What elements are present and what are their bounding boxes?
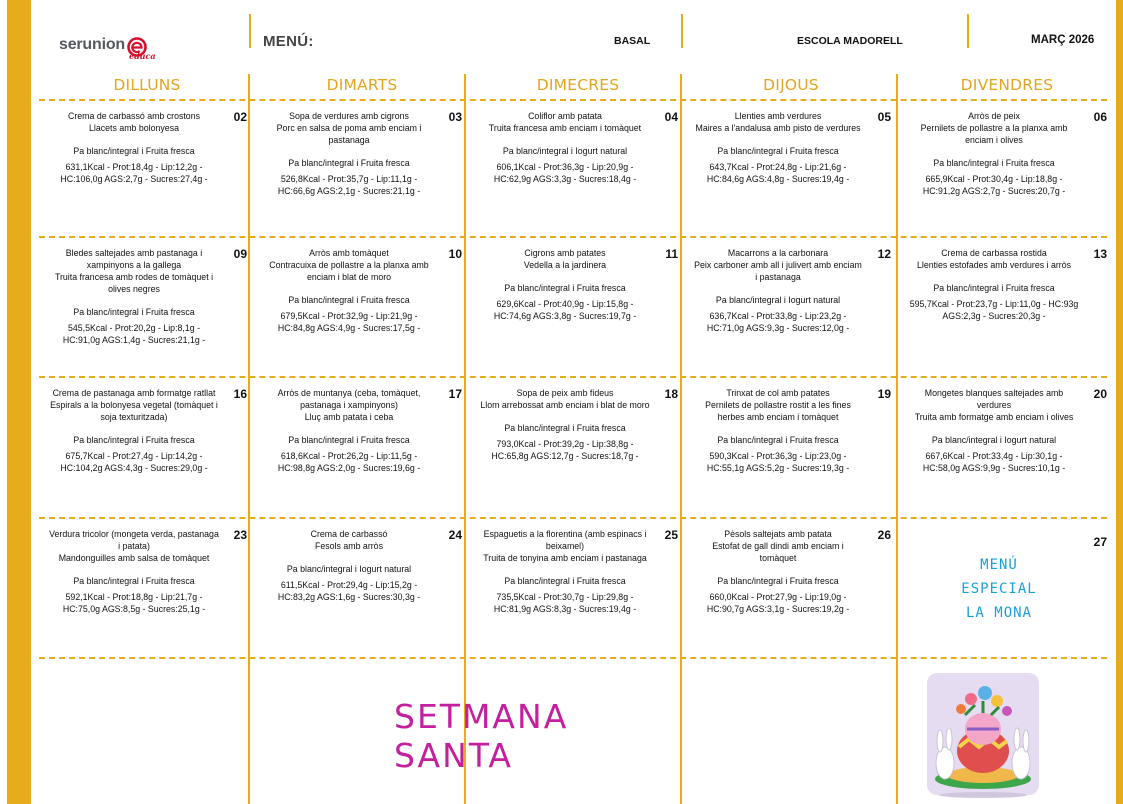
second-course: Vedella a la jardinera — [523, 260, 607, 270]
nutrition-info: 629,6Kcal - Prot:40,9g - Lip:15,8g - HC:74,6g AGS:3,8g - Sucres:19,7g - — [493, 299, 637, 321]
dessert: Pa blanc/integral i Fruita fresca — [288, 295, 410, 305]
day-menu — [480, 110, 650, 185]
day-cell-05 — [683, 101, 899, 239]
day-menu — [480, 528, 650, 615]
nutrition-info: 660,0Kcal - Prot:27,9g - Lip:19,0g - HC:90,7g AGS:3,1g - Sucres:19,2g - — [706, 592, 850, 614]
day-number: 19 — [877, 387, 891, 401]
first-course: Macarrons a la carbonara — [727, 248, 829, 258]
first-course: Sopa de peix amb fideus — [516, 388, 614, 398]
first-course: Arròs amb tomàquet — [309, 248, 389, 258]
day-menu — [693, 387, 863, 474]
second-course: Contracuixa de pollastre a la planxa amb enciam i blat de moro — [269, 260, 429, 282]
day-number: 03 — [448, 110, 462, 124]
dessert: Pa blanc/integral i Fruita fresca — [933, 283, 1055, 293]
dessert: Pa blanc/integral i Fruita fresca — [73, 435, 195, 445]
second-course: Pernilets de pollastre rostit a les fines herbes amb enciam i tomàquet — [705, 400, 851, 422]
day-cell-03 — [254, 101, 470, 239]
dessert: Pa blanc/integral i Fruita fresca — [717, 146, 839, 156]
second-course: Llacets amb bolonyesa — [89, 123, 179, 133]
nutrition-info: 636,7Kcal - Prot:33,8g - Lip:23,2g - HC:71,0g AGS:9,3g - Sucres:12,0g - — [706, 311, 850, 333]
dessert: Pa blanc/integral i Fruita fresca — [73, 146, 195, 156]
special-line: MENÚ — [980, 557, 1018, 573]
second-course: Truita francesa amb rodes de tomàquet i olives negres — [54, 272, 214, 294]
menu-month: MARÇ 2026 — [1031, 34, 1095, 46]
second-course: Lluç amb patata i ceba — [304, 412, 394, 422]
nutrition-info: 595,7Kcal - Prot:23,7g - Lip:11,0g - HC:93g AGS:2,3g - Sucres:20,3g - — [909, 299, 1079, 321]
dessert: Pa blanc/integral i Fruita fresca — [73, 307, 195, 317]
day-menu — [264, 387, 434, 474]
first-course: Cigrons amb patates — [524, 248, 606, 258]
day-menu — [693, 110, 863, 185]
second-course: Espirals a la bolonyesa vegetal (tomàquet i soja texturitzada) — [50, 400, 218, 422]
day-number: 13 — [1093, 247, 1107, 261]
nutrition-info: 667,6Kcal - Prot:33,4g - Lip:30,1g - HC:58,0g AGS:9,9g - Sucres:10,1g - — [922, 451, 1066, 473]
day-number: 23 — [233, 528, 247, 542]
first-course: Crema de pastanaga amb formatge ratllat — [52, 388, 216, 398]
nutrition-info: 793,0Kcal - Prot:39,2g - Lip:38,8g - HC:65,8g AGS:12,7g - Sucres:18,7g - — [491, 439, 639, 461]
first-course: Mongetes blanques saltejades amb verdures — [924, 388, 1064, 410]
day-header-thursday: DIJOUS — [763, 76, 819, 94]
nutrition-info: 735,5Kcal - Prot:30,7g - Lip:29,8g - HC:81,9g AGS:8,3g - Sucres:19,4g - — [493, 592, 637, 614]
dessert: Pa blanc/integral i Iogurt natural — [502, 146, 628, 156]
left-accent-bar — [7, 0, 31, 804]
day-menu — [49, 110, 219, 185]
right-accent-bar — [1116, 0, 1123, 804]
day-number: 04 — [664, 110, 678, 124]
special-menu-note — [940, 553, 1058, 625]
day-cell-20 — [899, 378, 1115, 516]
nutrition-info: 545,5Kcal - Prot:20,2g - Lip:8,1g - HC:91,0g AGS:1,4g - Sucres:21,1g - — [62, 323, 206, 345]
first-course: Arròs de peix — [968, 111, 1020, 121]
second-course: Pernilets de pollastre a la planxa amb enciam i olives — [920, 123, 1068, 145]
day-number: 05 — [877, 110, 891, 124]
dessert: Pa blanc/integral i Fruita fresca — [933, 158, 1055, 168]
header-divider — [249, 14, 251, 48]
day-menu — [909, 110, 1079, 197]
day-number: 25 — [664, 528, 678, 542]
second-course: Truita amb formatge amb enciam i olives — [914, 412, 1074, 422]
logo-brand-text: serunion — [59, 36, 125, 53]
day-number: 26 — [877, 528, 891, 542]
day-header-monday: DILLUNS — [113, 76, 181, 94]
dessert: Pa blanc/integral i Iogurt natural — [931, 435, 1057, 445]
second-course: Porc en salsa de poma amb enciam i pastanaga — [276, 123, 422, 145]
day-cell-17 — [254, 378, 470, 516]
first-course: Verdura tricolor (mongeta verda, pastanaga i patata) — [49, 529, 219, 551]
day-header-wednesday: DIMECRES — [536, 76, 620, 94]
nutrition-info: 526,8Kcal - Prot:35,7g - Lip:11,1g - HC:66,6g AGS:2,1g - Sucres:21,1g - — [277, 174, 421, 196]
dessert: Pa blanc/integral i Fruita fresca — [717, 435, 839, 445]
dessert: Pa blanc/integral i Fruita fresca — [73, 576, 195, 586]
first-course: Espaguetis a la florentina (amb espinacs i beixamel) — [483, 529, 647, 551]
dessert: Pa blanc/integral i Fruita fresca — [504, 283, 626, 293]
first-course: Crema de carbassó amb crostons — [67, 111, 200, 121]
day-cell-16 — [39, 378, 255, 516]
day-cell-26 — [683, 519, 899, 657]
day-cell-13 — [899, 238, 1115, 376]
header-divider — [967, 14, 969, 48]
day-number: 11 — [665, 247, 678, 261]
day-number: 12 — [877, 247, 891, 261]
day-menu — [480, 247, 650, 322]
menu-header — [31, 0, 1116, 70]
nutrition-info: 618,6Kcal - Prot:26,2g - Lip:11,5g - HC:98,8g AGS:2,0g - Sucres:19,6g - — [277, 451, 421, 473]
day-cell-24 — [254, 519, 470, 657]
dessert: Pa blanc/integral i Fruita fresca — [717, 576, 839, 586]
day-cell-09 — [39, 238, 255, 376]
day-cell-04 — [470, 101, 686, 239]
day-number: 24 — [448, 528, 462, 542]
day-cell-02 — [39, 101, 255, 239]
dessert: Pa blanc/integral i Fruita fresca — [504, 423, 626, 433]
second-course: Llenties estofades amb verdures i arròs — [916, 260, 1072, 270]
first-course: Arròs de muntanya (ceba, tomàquet, pastanaga i xampinyons) — [277, 388, 421, 410]
dessert: Pa blanc/integral i Fruita fresca — [288, 435, 410, 445]
day-number: 16 — [233, 387, 247, 401]
day-cell-06 — [899, 101, 1115, 239]
nutrition-info: 643,7Kcal - Prot:24,8g - Lip:21,6g - HC:84,6g AGS:4,8g - Sucres:19,4g - — [706, 162, 850, 184]
menu-type: BASAL — [614, 35, 651, 47]
second-course: Peix carboner amb all i julivert amb enciam i pastanaga — [694, 260, 862, 282]
first-course: Llenties amb verdures — [734, 111, 822, 121]
day-cell-19 — [683, 378, 899, 516]
special-line: ESPECIAL — [961, 581, 1037, 597]
nutrition-info: 675,7Kcal - Prot:27,4g - Lip:14,2g - HC:104,2g AGS:4,3g - Sucres:29,0g - — [60, 451, 208, 473]
day-menu — [909, 387, 1079, 474]
first-course: Coliflor amb patata — [528, 111, 602, 121]
menu-label: MENÚ: — [263, 33, 314, 50]
special-line: LA MONA — [965, 605, 1032, 621]
header-divider — [681, 14, 683, 48]
serunion-logo — [59, 36, 156, 61]
dessert: Pa blanc/integral i Iogurt natural — [715, 295, 841, 305]
day-number: 20 — [1093, 387, 1107, 401]
day-number: 18 — [664, 387, 678, 401]
day-header-tuesday: DIMARTS — [326, 76, 398, 94]
second-course: Mandonguilles amb salsa de tomàquet — [58, 553, 210, 563]
day-number: 02 — [233, 110, 247, 124]
second-course: Truita francesa amb enciam i tomàquet — [488, 123, 642, 133]
day-number: 06 — [1093, 110, 1107, 124]
first-course: Trinxat de col amb patates — [726, 388, 830, 398]
day-menu — [264, 110, 434, 197]
dessert: Pa blanc/integral i Iogurt natural — [286, 564, 412, 574]
holy-week-banner: SETMANA SANTA — [394, 697, 569, 775]
day-cell-25 — [470, 519, 686, 657]
first-course: Bledes saltejades amb pastanaga i xampinyons a la gallega — [65, 248, 203, 270]
day-cell-10 — [254, 238, 470, 376]
nutrition-info: 631,1Kcal - Prot:18,4g - Lip:12,2g - HC:106,0g AGS:2,7g - Sucres:27,4g - — [60, 162, 208, 184]
nutrition-info: 590,3Kcal - Prot:36,3g - Lip:23,0g - HC:55,1g AGS:5,2g - Sucres:19,3g - — [706, 451, 850, 473]
second-course: Maires a l'andalusa amb pisto de verdures — [695, 123, 861, 133]
easter-bunnies-illustration — [925, 671, 1041, 799]
day-menu — [49, 528, 219, 615]
first-course: Crema de carbassa rostida — [941, 248, 1047, 258]
day-menu — [264, 247, 434, 334]
first-course: Pèsols saltejats amb patata — [724, 529, 832, 539]
day-menu — [49, 387, 219, 474]
nutrition-info: 679,5Kcal - Prot:32,9g - Lip:21,9g - HC:84,8g AGS:4,9g - Sucres:17,5g - — [277, 311, 421, 333]
nutrition-info: 592,1Kcal - Prot:18,8g - Lip:21,7g - HC:75,0g AGS:8,5g - Sucres:25,1g - — [62, 592, 206, 614]
day-number: 10 — [448, 247, 462, 261]
day-header-friday: DIVENDRES — [960, 76, 1054, 94]
second-course: Estofat de gall dindi amb enciam i tomàquet — [712, 541, 844, 563]
second-course: Truita de tonyina amb enciam i pastanaga — [483, 553, 647, 563]
day-number: 27 — [1093, 535, 1107, 549]
school-name: ESCOLA MADORELL — [797, 35, 903, 47]
day-number: 17 — [448, 387, 462, 401]
nutrition-info: 606,1Kcal - Prot:36,3g - Lip:20,9g - HC:62,9g AGS:3,3g - Sucres:18,4g - — [493, 162, 637, 184]
day-menu — [49, 247, 219, 346]
day-menu — [480, 387, 650, 462]
day-menu — [264, 528, 434, 603]
day-number: 09 — [233, 247, 247, 261]
logo-sub-text: educa — [129, 51, 156, 61]
day-menu — [693, 247, 863, 334]
dessert: Pa blanc/integral i Fruita fresca — [504, 576, 626, 586]
second-course: Fesols amb arròs — [315, 541, 383, 551]
dessert: Pa blanc/integral i Fruita fresca — [288, 158, 410, 168]
nutrition-info: 611,5Kcal - Prot:29,4g - Lip:15,2g - HC:83,2g AGS:1,6g - Sucres:30,3g - — [277, 580, 421, 602]
day-cell-11 — [470, 238, 686, 376]
nutrition-info: 665,9Kcal - Prot:30,4g - Lip:18,8g - HC:91,2g AGS:2,7g - Sucres:20,7g - — [922, 174, 1066, 196]
first-course: Crema de carbassó — [310, 529, 388, 539]
day-cell-23 — [39, 519, 255, 657]
day-cell-18 — [470, 378, 686, 516]
day-menu — [693, 528, 863, 615]
second-course: Llom arrebossat amb enciam i blat de moro — [480, 400, 650, 410]
day-cell-12 — [683, 238, 899, 376]
day-menu — [909, 247, 1079, 322]
first-course: Sopa de verdures amb cigrons — [289, 111, 409, 121]
